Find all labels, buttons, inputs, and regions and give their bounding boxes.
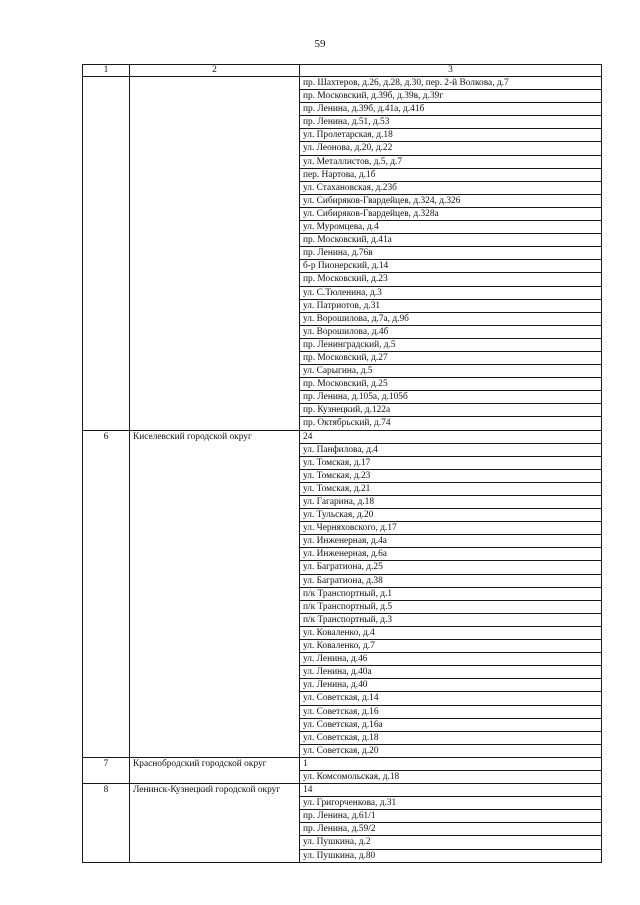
address-cell: ул. Патриотов, д.31 <box>300 299 602 312</box>
address-cell: ул. Муромцева, д.4 <box>300 221 602 234</box>
address-cell: б-р Пионерский, д.14 <box>300 260 602 273</box>
address-cell: ул. Леонова, д.20, д.22 <box>300 142 602 155</box>
page-number: 59 <box>314 38 326 50</box>
address-cell: ул. Инженерная, д.4а <box>300 535 602 548</box>
address-cell: ул. Томская, д.17 <box>300 456 602 469</box>
address-cell: ул. Ворошилова, д.7а, д.9б <box>300 312 602 325</box>
address-cell: ул. Черняховского, д.17 <box>300 522 602 535</box>
district-name-cell: Ленинск-Кузнецкий городской округ <box>130 784 300 863</box>
address-cell: пер. Нартова, д.1б <box>300 168 602 181</box>
address-cell: пр. Октябрьский, д.74 <box>300 417 602 430</box>
district-name-cell <box>130 77 300 431</box>
address-cell: ул. Ленина, д.46 <box>300 653 602 666</box>
address-cell: ул. Багратиона, д.38 <box>300 574 602 587</box>
table-row <box>83 784 602 797</box>
address-cell: ул. Сибиряков-Гвардейцев, д.328а <box>300 207 602 220</box>
address-cell: пр. Ленина, д.59/2 <box>300 823 602 836</box>
address-cell: ул. Советская, д.16 <box>300 705 602 718</box>
address-cell: ул. Ворошилова, д.4б <box>300 325 602 338</box>
municipal-address-table <box>82 64 602 863</box>
address-cell: ул. Пушкина, д.2 <box>300 836 602 849</box>
address-cell: ул. Ленина, д.40а <box>300 666 602 679</box>
address-cell: ул. Советская, д.14 <box>300 692 602 705</box>
address-cell: пр. Кузнецкий, д.122а <box>300 404 602 417</box>
address-cell: ул. Томская, д.21 <box>300 482 602 495</box>
address-cell: пр. Московский, д.41а <box>300 234 602 247</box>
address-cell: пр. Московский, д.23 <box>300 273 602 286</box>
address-cell: ул. Томская, д.23 <box>300 469 602 482</box>
address-cell: пр. Ленина, д.105а, д.105б <box>300 391 602 404</box>
header-col-address: 3 <box>300 65 602 77</box>
address-count-cell: 24 <box>300 430 602 443</box>
header-col-number: 1 <box>83 65 130 77</box>
address-cell: ул. Сарыгина, д.5 <box>300 365 602 378</box>
address-cell: ул. Гагарина, д.18 <box>300 496 602 509</box>
address-cell: ул. Панфилова, д.4 <box>300 443 602 456</box>
address-cell: пр. Ленина, д.39б, д.41а, д.41б <box>300 103 602 116</box>
district-name-cell: Краснобродский городской округ <box>130 757 300 783</box>
address-cell: пр. Московский, д.25 <box>300 378 602 391</box>
table-row <box>83 77 602 90</box>
address-cell: ул. Багратиона, д.25 <box>300 561 602 574</box>
address-cell: ул. Коваленко, д.4 <box>300 626 602 639</box>
address-cell: ул. Пушкина, д.80 <box>300 849 602 862</box>
table-row <box>83 430 602 443</box>
header-col-district: 2 <box>130 65 300 77</box>
address-cell: пр. Ленина, д.61/1 <box>300 810 602 823</box>
group-number-cell: 6 <box>83 430 130 757</box>
district-name-cell: Киселевский городской округ <box>130 430 300 757</box>
address-cell: ул. Григорченкова, д.31 <box>300 797 602 810</box>
address-cell: п/к Транспортный, д.1 <box>300 587 602 600</box>
address-count-cell: 14 <box>300 784 602 797</box>
address-cell: ул. С.Тюленина, д.3 <box>300 286 602 299</box>
address-cell: ул. Коваленко, д.7 <box>300 640 602 653</box>
group-number-cell: 7 <box>83 757 130 783</box>
address-cell: пр. Московский, д.27 <box>300 351 602 364</box>
table-header-row <box>83 65 602 77</box>
address-cell: ул. Инженерная, д.6а <box>300 548 602 561</box>
address-cell: ул. Советская, д.20 <box>300 744 602 757</box>
address-cell: ул. Советская, д.18 <box>300 731 602 744</box>
group-number-cell <box>83 77 130 431</box>
address-cell: ул. Пролетарская, д.18 <box>300 129 602 142</box>
address-cell: пр. Ленина, д.76в <box>300 247 602 260</box>
address-cell: ул. Ленина, д.40 <box>300 679 602 692</box>
group-number-cell: 8 <box>83 784 130 863</box>
address-cell: пр. Шахтеров, д.26, д.28, д.30, пер. 2-й Волкова, д.7 <box>300 77 602 90</box>
address-cell: п/к Транспортный, д.5 <box>300 600 602 613</box>
address-cell: ул. Комсомольская, д.18 <box>300 770 602 783</box>
table-body <box>83 65 602 863</box>
address-cell: пр. Ленинградский, д.5 <box>300 338 602 351</box>
address-cell: ул. Сибиряков-Гвардейцев, д.324, д.326 <box>300 194 602 207</box>
table-row <box>83 757 602 770</box>
address-cell: пр. Московский, д.39б, д.39в, д.39г <box>300 90 602 103</box>
address-count-cell: 1 <box>300 757 602 770</box>
address-cell: ул. Стахановская, д.23б <box>300 181 602 194</box>
address-cell: ул. Советская, д.16а <box>300 718 602 731</box>
address-cell: ул. Тульская, д.20 <box>300 509 602 522</box>
address-cell: ул. Металлистов, д.5, д.7 <box>300 155 602 168</box>
address-cell: п/к Транспортный, д.3 <box>300 613 602 626</box>
address-cell: пр. Ленина, д.51, д.53 <box>300 116 602 129</box>
